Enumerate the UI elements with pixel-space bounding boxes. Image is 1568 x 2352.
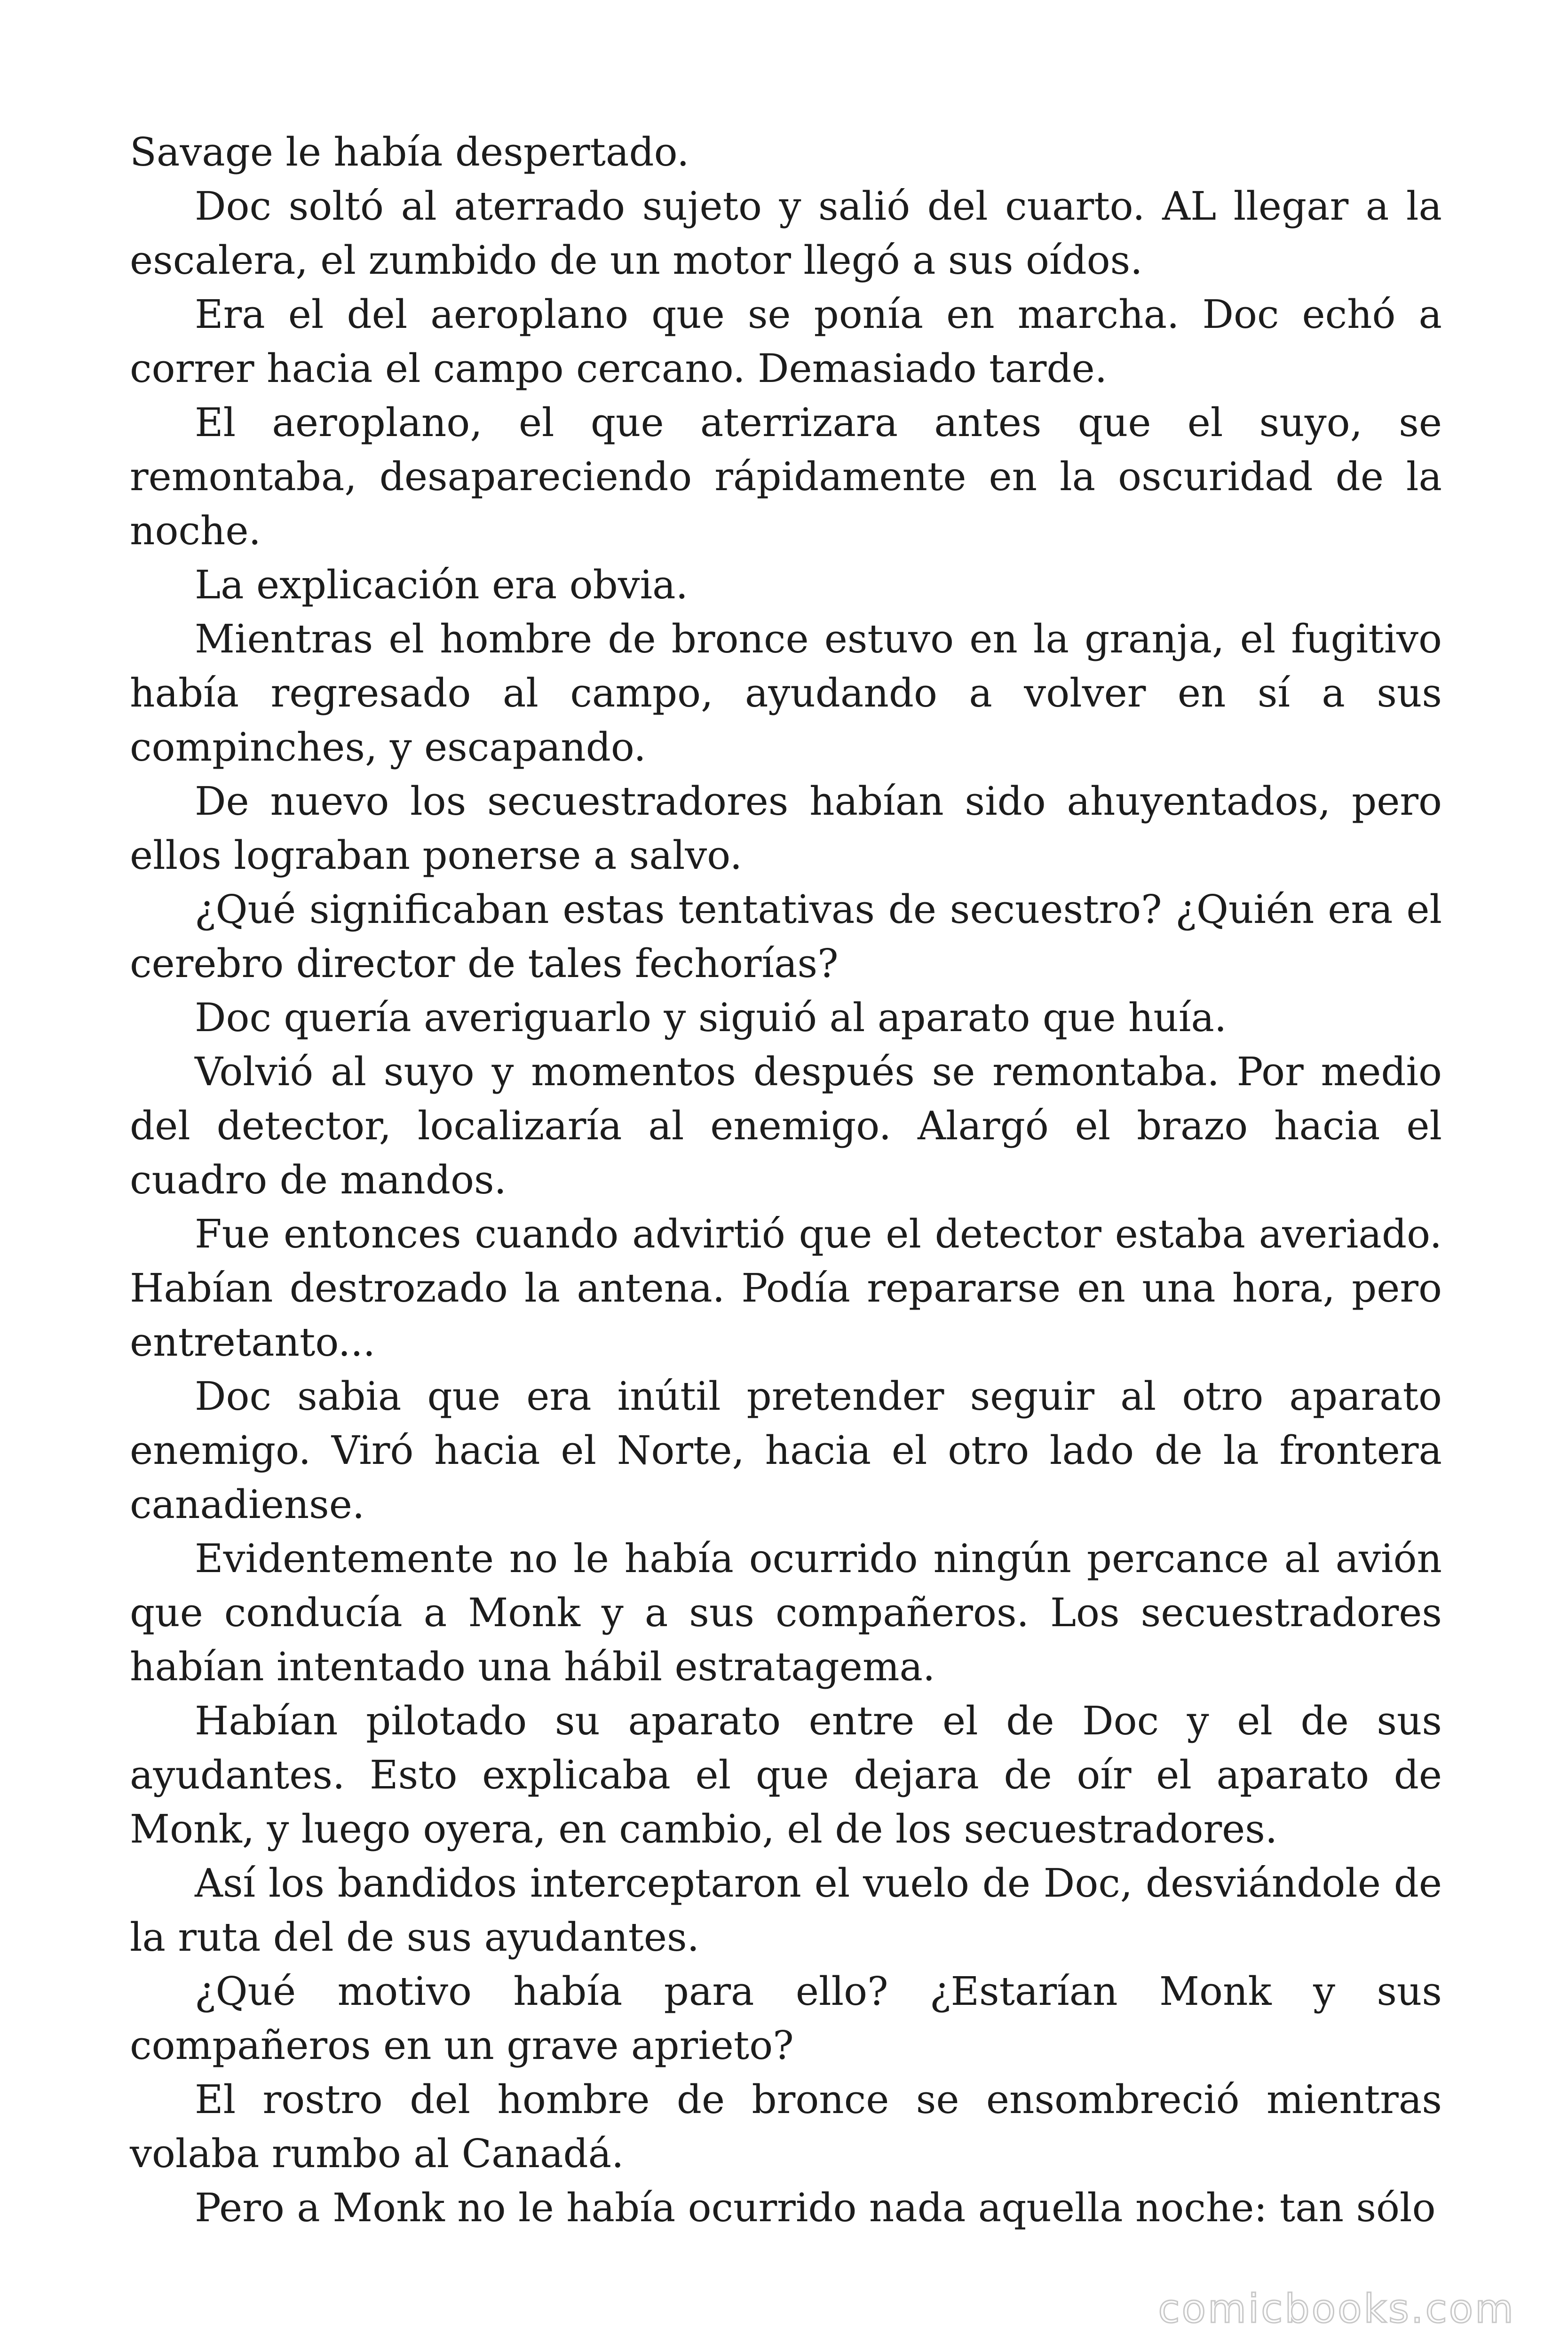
body-text (130, 125, 1442, 2235)
paragraph-1: Savage le había despertado. (130, 129, 689, 175)
paragraph-11: Fue entonces cuando advirtió que el detector estaba averiado. Habían destrozado la antena. Podía repararse en una hora, pero entretanto... (130, 1211, 1442, 1365)
paragraph-3: Era el del aeroplano que se ponía en marcha. Doc echó a correr hacia el campo cercano. Demasiado tarde. (130, 292, 1442, 391)
paragraph-16: ¿Qué motivo había para ello? ¿Estarían Monk y sus compañeros en un grave aprieto? (130, 1969, 1442, 2068)
paragraph-7: De nuevo los secuestradores habían sido ahuyentados, pero ellos lograban ponerse a salvo. (130, 779, 1442, 878)
watermark: comicbooks.com (1158, 2286, 1515, 2332)
paragraph-4: El aeroplano, el que aterrizara antes que el suyo, se remontaba, desapareciendo rápidamente en la oscuridad de la noche. (130, 400, 1442, 554)
paragraph-9: Doc quería averiguarlo y siguió al aparato que huía. (195, 995, 1227, 1041)
paragraph-6: Mientras el hombre de bronce estuvo en la granja, el fugitivo había regresado al campo, ayudando a volver en sí a sus compinches, y escapando. (130, 616, 1442, 770)
paragraph-10: Volvió al suyo y momentos después se remontaba. Por medio del detector, localizaría al enemigo. Alargó el brazo hacia el cuadro de mandos. (130, 1049, 1442, 1203)
paragraph-5: La explicación era obvia. (195, 562, 689, 608)
paragraph-17: El rostro del hombre de bronce se ensombreció mientras volaba rumbo al Canadá. (130, 2077, 1442, 2177)
paragraph-13: Evidentemente no le había ocurrido ningún percance al avión que conducía a Monk y a sus compañeros. Los secuestradores habían intentado una hábil estratagema. (130, 1536, 1442, 1690)
paragraph-15: Así los bandidos interceptaron el vuelo de Doc, desviándole de la ruta del de sus ayudantes. (130, 1860, 1442, 1960)
paragraph-12: Doc sabia que era inútil pretender seguir al otro aparato enemigo. Viró hacia el Norte, hacia el otro lado de la frontera canadiense. (130, 1374, 1442, 1527)
paragraph-8: ¿Qué significaban estas tentativas de secuestro? ¿Quién era el cerebro director de tales fechorías? (130, 887, 1442, 986)
paragraph-14: Habían pilotado su aparato entre el de Doc y el de sus ayudantes. Esto explicaba el que dejara de oír el aparato de Monk, y luego oyera, en cambio, el de los secuestradores. (130, 1698, 1442, 1852)
paragraph-18: Pero a Monk no le había ocurrido nada aquella noche: tan sólo (195, 2185, 1436, 2231)
paragraph-2: Doc soltó al aterrado sujeto y salió del cuarto. AL llegar a la escalera, el zumbido de un motor llegó a sus oídos. (130, 183, 1442, 283)
